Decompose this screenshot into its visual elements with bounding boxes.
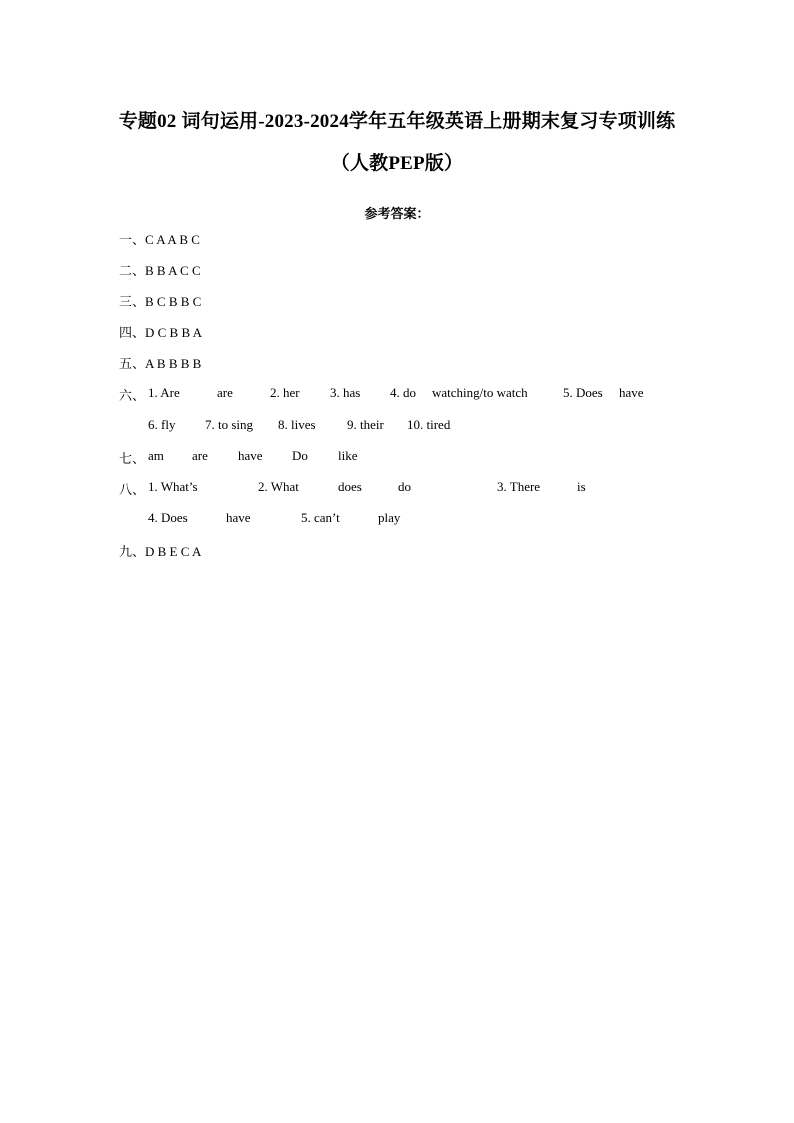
- answer-item: 3. has: [330, 385, 361, 400]
- answer-item: have: [226, 510, 251, 525]
- answer-item: 1. Are: [148, 385, 180, 400]
- answer-item: 4. do: [390, 385, 416, 400]
- answer-key-heading: 参考答案：: [364, 206, 430, 221]
- section-6-label: 六、: [119, 388, 146, 403]
- answer-item: Do: [292, 448, 308, 463]
- answer-item: 5. Does: [563, 385, 603, 400]
- answer-item: have: [619, 385, 644, 400]
- answer-section-2: 二、B B A C C: [119, 263, 201, 278]
- answer-item: 2. her: [270, 385, 300, 400]
- answer-item: 4. Does: [148, 510, 188, 525]
- answer-item: 3. There: [497, 479, 541, 494]
- document-title-line2: （人教PEP版）: [330, 153, 464, 174]
- answer-item: 6. fly: [148, 417, 176, 432]
- answer-item: does: [338, 479, 362, 494]
- answer-item: 1. What’s: [148, 479, 198, 494]
- answer-item: watching/to watch: [432, 385, 528, 400]
- answer-item: are: [192, 448, 208, 463]
- answer-section-4: 四、D C B B A: [119, 325, 203, 340]
- document-title-line1: 专题02 词句运用-2023-2024学年五年级英语上册期末复习专项训练: [118, 111, 676, 132]
- answer-item: is: [577, 479, 586, 494]
- answer-item: have: [238, 448, 263, 463]
- answer-item: 10. tired: [407, 417, 451, 432]
- answer-section-6-row1: [119, 385, 679, 405]
- answer-item: do: [398, 479, 411, 494]
- answer-item: 5. can’t: [301, 510, 340, 525]
- section-8-label: 八、: [119, 482, 146, 497]
- answer-section-7: [119, 448, 419, 468]
- answer-section-1: 一、C A A B C: [119, 232, 200, 247]
- answer-item: are: [217, 385, 233, 400]
- answer-section-8-row2: [148, 510, 448, 530]
- answer-item: am: [148, 448, 164, 463]
- answer-section-3: 三、B C B B C: [119, 294, 202, 309]
- answer-section-9: 九、D B E C A: [119, 544, 202, 559]
- answer-section-6-row2: [148, 417, 548, 437]
- section-7-label: 七、: [119, 451, 146, 466]
- answer-item: like: [338, 448, 358, 463]
- answer-item: 9. their: [347, 417, 384, 432]
- answer-item: play: [378, 510, 401, 525]
- answer-section-8-row1: [119, 479, 619, 499]
- answer-item: 8. lives: [278, 417, 316, 432]
- answer-item: 7. to sing: [205, 417, 254, 432]
- answer-section-5: 五、A B B B B: [119, 356, 202, 371]
- answer-item: 2. What: [258, 479, 299, 494]
